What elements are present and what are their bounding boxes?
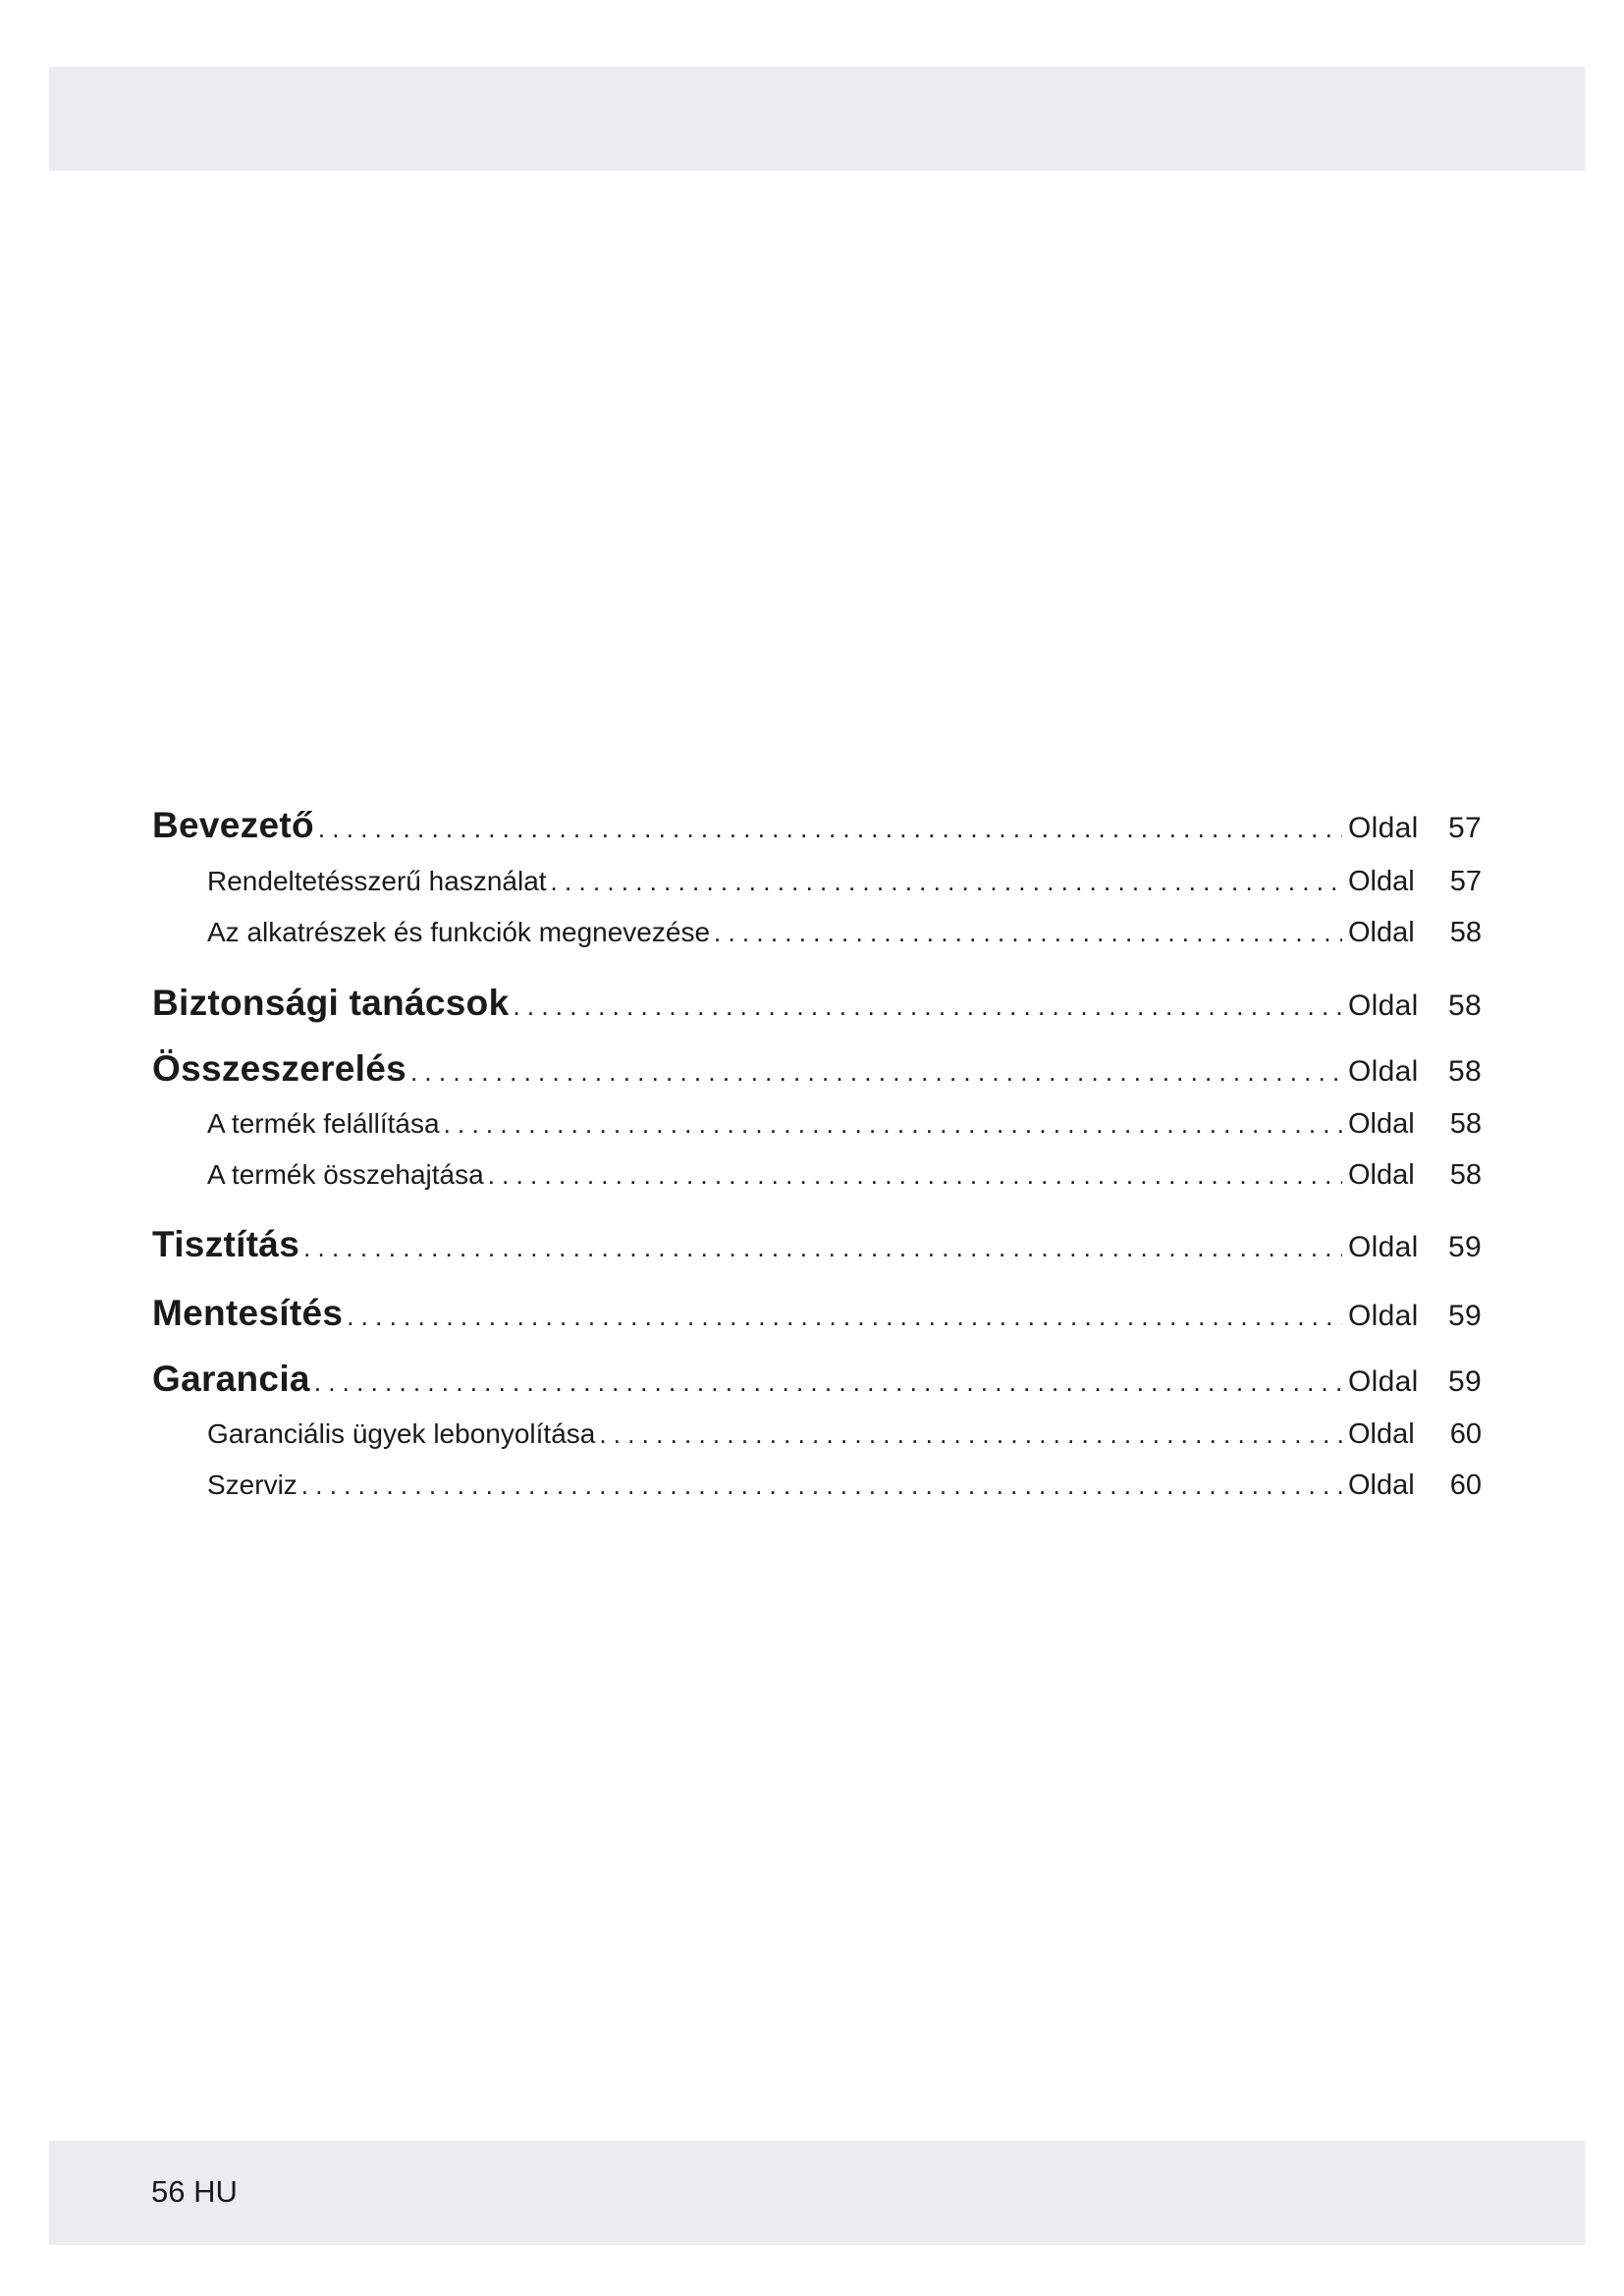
toc-page-label: Oldal (1348, 812, 1419, 844)
toc-entry-title: Biztonsági tanácsok (152, 983, 510, 1023)
toc-page-label: Oldal (1348, 1108, 1415, 1140)
dot-leader (303, 1233, 1342, 1263)
toc-page-number: 58 (1448, 1055, 1482, 1088)
toc-page-number: 59 (1448, 1365, 1482, 1398)
toc-entry-title: Összeszerelés (152, 1048, 406, 1089)
toc-entry[interactable] (152, 1048, 1482, 1090)
toc-page-label: Oldal (1348, 866, 1415, 897)
dot-leader (513, 991, 1342, 1022)
toc-page-label: Oldal (1348, 1055, 1419, 1088)
toc-entry[interactable] (152, 1108, 1482, 1141)
toc-entry[interactable] (152, 1159, 1482, 1192)
toc-entry-title: Mentesítés (152, 1293, 344, 1333)
dot-leader (551, 867, 1342, 897)
toc-entry[interactable] (152, 917, 1482, 949)
toc-page-number: 58 (1449, 917, 1482, 948)
toc-entry-title: Szerviz (207, 1469, 298, 1500)
toc-entry-title: Az alkatrészek és funkciók megnevezése (207, 917, 711, 947)
toc-entry[interactable] (152, 1359, 1482, 1400)
toc-page-number: 58 (1449, 1108, 1482, 1140)
toc-page-number: 60 (1449, 1469, 1482, 1501)
toc-entry-title: Garanciális ügyek lebonyolítása (207, 1418, 596, 1449)
toc-entry[interactable] (152, 1469, 1482, 1502)
dot-leader (347, 1302, 1342, 1332)
dot-leader (444, 1109, 1342, 1140)
toc-entry-title: A termék összehajtása (207, 1159, 484, 1190)
toc-entry[interactable] (152, 1293, 1482, 1334)
toc-page-label: Oldal (1348, 1300, 1419, 1332)
toc-entry[interactable] (152, 1418, 1482, 1451)
dot-leader (301, 1470, 1342, 1501)
dot-leader (714, 918, 1342, 948)
toc-entry-title: Garancia (152, 1359, 310, 1399)
dot-leader (314, 1367, 1342, 1398)
toc-entry[interactable] (152, 983, 1482, 1024)
toc-page-number: 57 (1449, 866, 1482, 897)
toc-page-label: Oldal (1348, 1418, 1415, 1450)
toc-page-label: Oldal (1348, 1231, 1419, 1263)
toc-entry[interactable] (152, 805, 1482, 846)
toc-page-number: 57 (1448, 812, 1482, 844)
toc-page-label: Oldal (1348, 989, 1419, 1022)
toc-entry[interactable] (152, 866, 1482, 898)
toc-page-number: 59 (1448, 1300, 1482, 1332)
toc-entry-title: A termék felállítása (207, 1108, 440, 1139)
toc-entry-title: Tisztítás (152, 1224, 300, 1264)
toc-page-number: 59 (1448, 1231, 1482, 1263)
toc-page-label: Oldal (1348, 1469, 1415, 1501)
toc-entry-title: Rendeltetésszerű használat (207, 866, 547, 896)
toc-page-number: 58 (1449, 1159, 1482, 1191)
toc-page-label: Oldal (1348, 1365, 1419, 1398)
toc-page-label: Oldal (1348, 917, 1415, 948)
toc-page-number: 58 (1448, 989, 1482, 1022)
dot-leader (599, 1419, 1342, 1450)
toc-entry[interactable] (152, 1224, 1482, 1265)
header-band (49, 67, 1585, 171)
toc-entry-title: Bevezető (152, 805, 314, 845)
dot-leader (488, 1160, 1342, 1191)
page-number-footer: 56 HU (151, 2174, 238, 2209)
footer-band (49, 2141, 1585, 2245)
toc-page-label: Oldal (1348, 1159, 1415, 1191)
dot-leader (318, 814, 1342, 844)
toc-page-number: 60 (1449, 1418, 1482, 1450)
dot-leader (410, 1057, 1342, 1088)
